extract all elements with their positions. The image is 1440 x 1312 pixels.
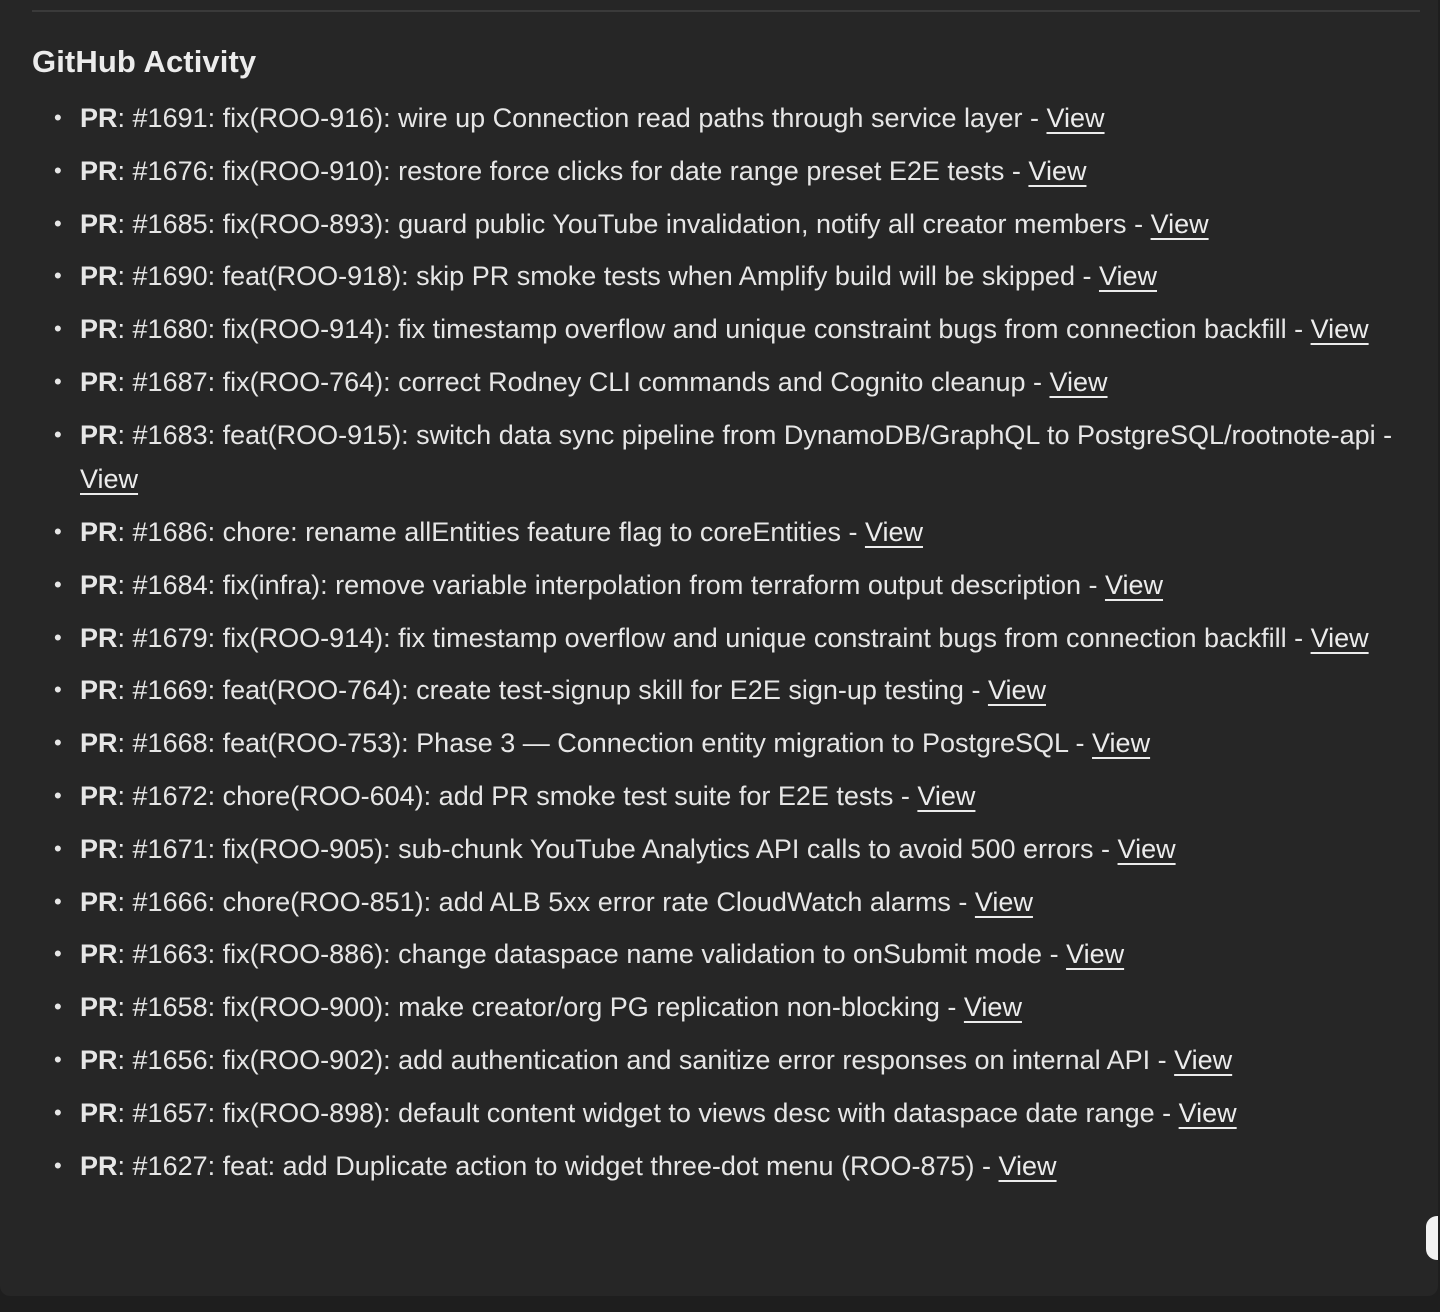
activity-description: #1656: fix(ROO-902): add authentication and sanitize error responses on internal API - — [132, 1045, 1175, 1076]
activity-type: PR — [80, 208, 118, 239]
bullet-icon: • — [54, 571, 62, 597]
activity-type: PR — [80, 781, 118, 812]
activity-type: PR — [80, 419, 118, 450]
view-link[interactable]: View — [864, 517, 923, 548]
activity-type: PR — [80, 728, 118, 759]
activity-description: #1685: fix(ROO-893): guard public YouTube invalidation, notify all creator members - — [132, 208, 1151, 239]
activity-description: #1669: feat(ROO-764): create test-signup skill for E2E sign-up testing - — [132, 675, 988, 706]
view-link[interactable]: View — [1310, 622, 1369, 653]
activity-description: #1690: feat(ROO-918): skip PR smoke tests when Amplify build will be skipped - — [132, 261, 1099, 292]
bullet-icon: • — [54, 624, 62, 650]
activity-description: #1627: feat: add Duplicate action to widget three-dot menu (ROO-875) - — [132, 1150, 999, 1181]
activity-description: #1691: fix(ROO-916): wire up Connection read paths through service layer - — [132, 103, 1047, 133]
activity-description: #1657: fix(ROO-898): default content widget to views desc with dataspace date range - — [132, 1097, 1179, 1128]
activity-type: PR — [80, 675, 118, 706]
view-link[interactable]: View — [1150, 208, 1209, 239]
activity-separator: : — [117, 622, 133, 653]
activity-type: PR — [80, 886, 118, 917]
activity-separator: : — [117, 517, 133, 548]
bullet-icon: • — [54, 421, 62, 447]
view-link[interactable]: View — [1174, 1045, 1233, 1076]
view-link[interactable]: View — [998, 1150, 1057, 1181]
activity-description: #1663: fix(ROO-886): change dataspace name validation to onSubmit mode - — [132, 939, 1067, 970]
list-item — [54, 932, 1420, 977]
list-item — [54, 254, 1420, 299]
activity-separator: : — [117, 728, 133, 759]
activity-type: PR — [80, 314, 118, 345]
view-link[interactable]: View — [1092, 728, 1151, 759]
list-item — [54, 413, 1420, 502]
bullet-icon: • — [54, 994, 62, 1020]
activity-type: PR — [80, 939, 118, 970]
activity-type: PR — [80, 1097, 118, 1128]
activity-separator: : — [117, 569, 133, 600]
activity-separator: : — [117, 208, 133, 239]
activity-type: PR — [80, 103, 118, 133]
list-item — [54, 1091, 1420, 1136]
section-title: GitHub Activity — [32, 44, 257, 79]
activity-description: #1687: fix(ROO-764): correct Rodney CLI commands and Cognito cleanup - — [132, 366, 1050, 397]
activity-type: PR — [80, 261, 118, 292]
activity-separator: : — [117, 675, 133, 706]
activity-separator: : — [117, 992, 133, 1023]
activity-type: PR — [80, 1150, 118, 1181]
view-link[interactable]: View — [1104, 569, 1164, 600]
activity-separator: : — [117, 366, 133, 397]
bullet-icon: • — [54, 941, 62, 967]
list-item — [54, 721, 1420, 766]
activity-separator: : — [117, 1097, 133, 1128]
list-item — [54, 202, 1420, 247]
activity-list — [0, 96, 1420, 1196]
activity-description: #1658: fix(ROO-900): make creator/org PG replication non-blocking - — [132, 992, 964, 1023]
view-link[interactable]: View — [1049, 366, 1108, 397]
view-link[interactable]: View — [1117, 833, 1176, 864]
activity-description: #1676: fix(ROO-910): restore force clicks for date range preset E2E tests - — [132, 155, 1029, 186]
activity-type: PR — [80, 992, 118, 1023]
list-item — [54, 563, 1420, 608]
bullet-icon: • — [54, 1099, 62, 1125]
bullet-icon: • — [54, 519, 62, 545]
list-item — [54, 880, 1420, 925]
activity-description: #1672: chore(ROO-604): add PR smoke test suite for E2E tests - — [132, 781, 918, 812]
activity-description: #1666: chore(ROO-851): add ALB 5xx error rate CloudWatch alarms - — [132, 886, 975, 917]
view-link[interactable]: View — [1310, 314, 1369, 345]
view-link[interactable]: View — [80, 464, 139, 495]
section-divider — [32, 10, 1420, 12]
activity-type: PR — [80, 833, 118, 864]
activity-type: PR — [80, 569, 118, 600]
activity-description: #1679: fix(ROO-914): fix timestamp overflow and unique constraint bugs from connection backfill - — [132, 622, 1311, 653]
activity-separator: : — [117, 939, 133, 970]
scroll-indicator[interactable] — [1426, 1216, 1438, 1260]
activity-separator: : — [117, 155, 133, 186]
activity-type: PR — [80, 155, 118, 186]
activity-separator: : — [117, 1045, 133, 1076]
list-item — [54, 1038, 1420, 1083]
bullet-icon: • — [54, 783, 62, 809]
activity-description: #1671: fix(ROO-905): sub-chunk YouTube Analytics API calls to avoid 500 errors - — [132, 833, 1118, 864]
activity-description: #1686: chore: rename allEntities feature flag to coreEntities - — [132, 517, 865, 548]
activity-separator: : — [117, 781, 133, 812]
list-item — [54, 307, 1420, 352]
view-link[interactable]: View — [917, 781, 976, 812]
view-link[interactable]: View — [1178, 1097, 1237, 1128]
list-item — [54, 510, 1420, 555]
view-link[interactable]: View — [1028, 155, 1087, 186]
view-link[interactable]: View — [963, 992, 1022, 1023]
activity-separator: : — [117, 886, 133, 917]
bullet-icon: • — [54, 1047, 62, 1073]
activity-type: PR — [80, 517, 118, 548]
activity-description: #1684: fix(infra): remove variable interpolation from terraform output description - — [132, 569, 1105, 600]
bullet-icon: • — [54, 835, 62, 861]
list-item — [54, 1144, 1420, 1189]
activity-separator: : — [117, 419, 133, 450]
activity-type: PR — [80, 366, 118, 397]
bullet-icon: • — [54, 210, 62, 236]
list-item — [54, 668, 1420, 713]
activity-type: PR — [80, 1045, 118, 1076]
bullet-icon: • — [54, 105, 62, 130]
activity-separator: : — [117, 103, 133, 133]
bullet-icon: • — [54, 1152, 62, 1178]
activity-type: PR — [80, 622, 118, 653]
list-item — [54, 96, 1420, 141]
view-link[interactable]: View — [987, 675, 1046, 706]
activity-description: #1683: feat(ROO-915): switch data sync pipeline from DynamoDB/GraphQL to PostgreSQL/rootnote-api - — [132, 419, 1393, 450]
bullet-icon: • — [54, 368, 62, 394]
activity-description: #1668: feat(ROO-753): Phase 3 — Connection entity migration to PostgreSQL - — [132, 728, 1093, 759]
list-item — [54, 616, 1420, 661]
view-link[interactable]: View — [1066, 939, 1125, 970]
bullet-icon: • — [54, 677, 62, 703]
list-item — [54, 985, 1420, 1030]
view-link[interactable]: View — [1098, 261, 1158, 292]
list-item — [54, 774, 1420, 819]
activity-separator: : — [117, 833, 133, 864]
activity-separator: : — [117, 1150, 133, 1181]
activity-separator: : — [117, 314, 133, 345]
activity-description: #1680: fix(ROO-914): fix timestamp overflow and unique constraint bugs from connection backfill - — [132, 314, 1311, 345]
view-link[interactable]: View — [1046, 103, 1105, 133]
list-item — [54, 360, 1420, 405]
activity-separator: : — [117, 261, 133, 292]
list-item — [54, 149, 1420, 194]
bullet-icon: • — [54, 888, 62, 914]
bullet-icon: • — [54, 157, 62, 183]
bullet-icon: • — [54, 316, 62, 342]
bullet-icon: • — [54, 730, 62, 756]
bullet-icon: • — [54, 263, 62, 289]
view-link[interactable]: View — [974, 886, 1033, 917]
list-item — [54, 827, 1420, 872]
